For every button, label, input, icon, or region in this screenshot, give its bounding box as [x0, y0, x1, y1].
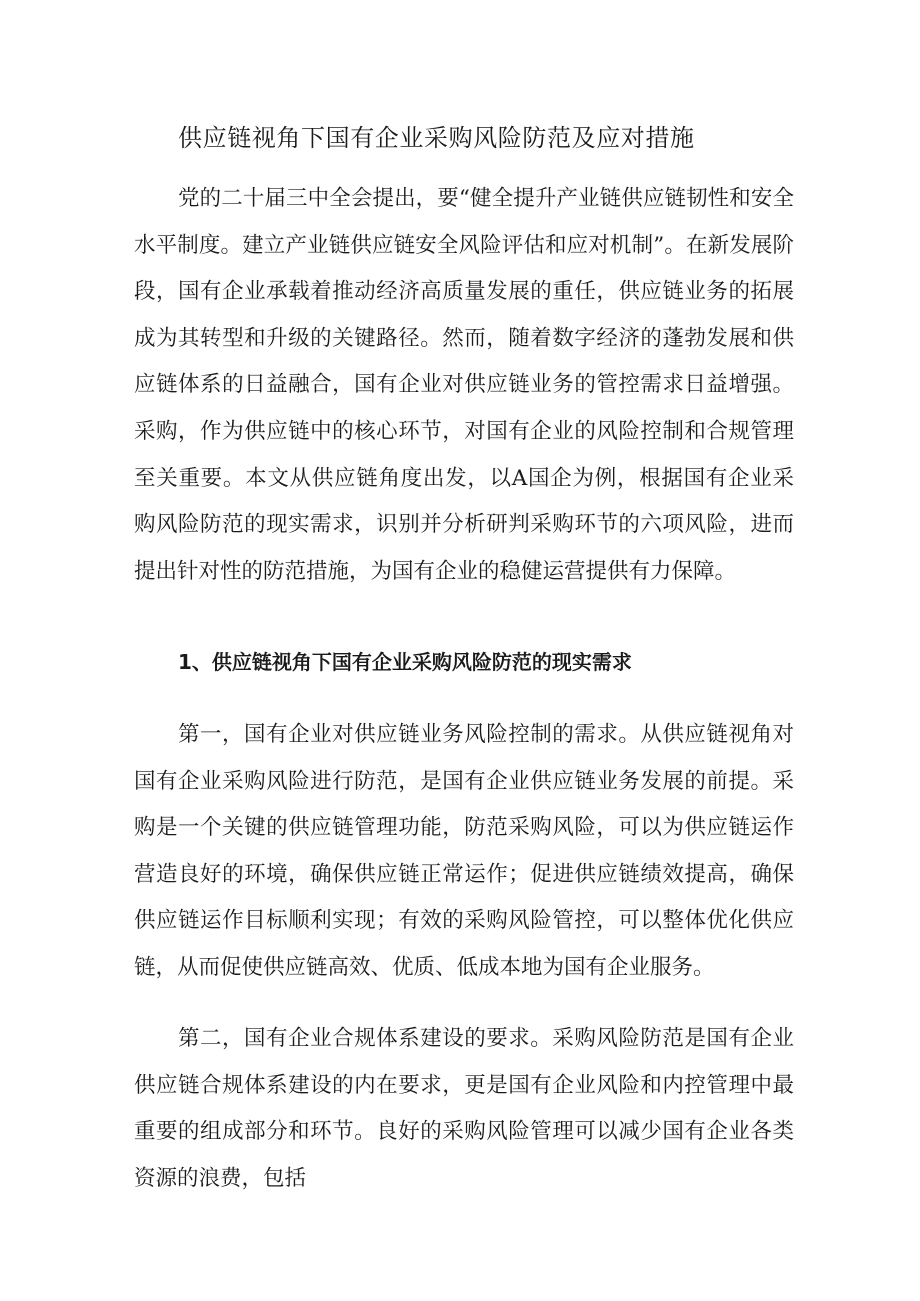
intro-paragraph: 党的二十届三中全会提出，要“健全提升产业链供应链韧性和安全水平制度。建立产业链供应链安全风险评估和应对机制”。在新发展阶段，国有企业承载着推动经济高质量发展的重任，供应链业务的拓展成为其转型和升级的关键路径。然而，随着数字经济的蓬勃发展和供应链体系的日益融合，国有企业对供应链业务的管控需求日益增强。采购，作为供应链中的核心环节，对国有企业的风险控制和合规管理至关重要。本文从供应链角度出发，以A国企为例，根据国有企业采购风险防范的现实需求，识别并分析研判采购环节的六项风险，进而提出针对性的防范措施，为国有企业的稳健运营提供有力保障。 [134, 186, 794, 584]
body-paragraph: 第二，国有企业合规体系建设的要求。采购风险防范是国有企业供应链合规体系建设的内在要求，更是国有企业风险和内控管理中最重要的组成部分和环节。良好的采购风险管理可以减少国有企业各类资源的浪费，包括 [134, 1026, 794, 1191]
document-title: 供应链视角下国有企业采购风险防范及应对措施 [178, 124, 695, 152]
section-heading: 1、供应链视角下国有企业采购风险防范的现实需求 [178, 650, 632, 674]
body-paragraph: 第一，国有企业对供应链业务风险控制的需求。从供应链视角对国有企业采购风险进行防范，是国有企业供应链业务发展的前提。采购是一个关键的供应链管理功能，防范采购风险，可以为供应链运作营造良好的环境，确保供应链正常运作；促进供应链绩效提高，确保供应链运作目标顺利实现；有效的采购风险管控，可以整体优化供应链，从而促使供应链高效、优质、低成本地为国有企业服务。 [134, 722, 794, 980]
